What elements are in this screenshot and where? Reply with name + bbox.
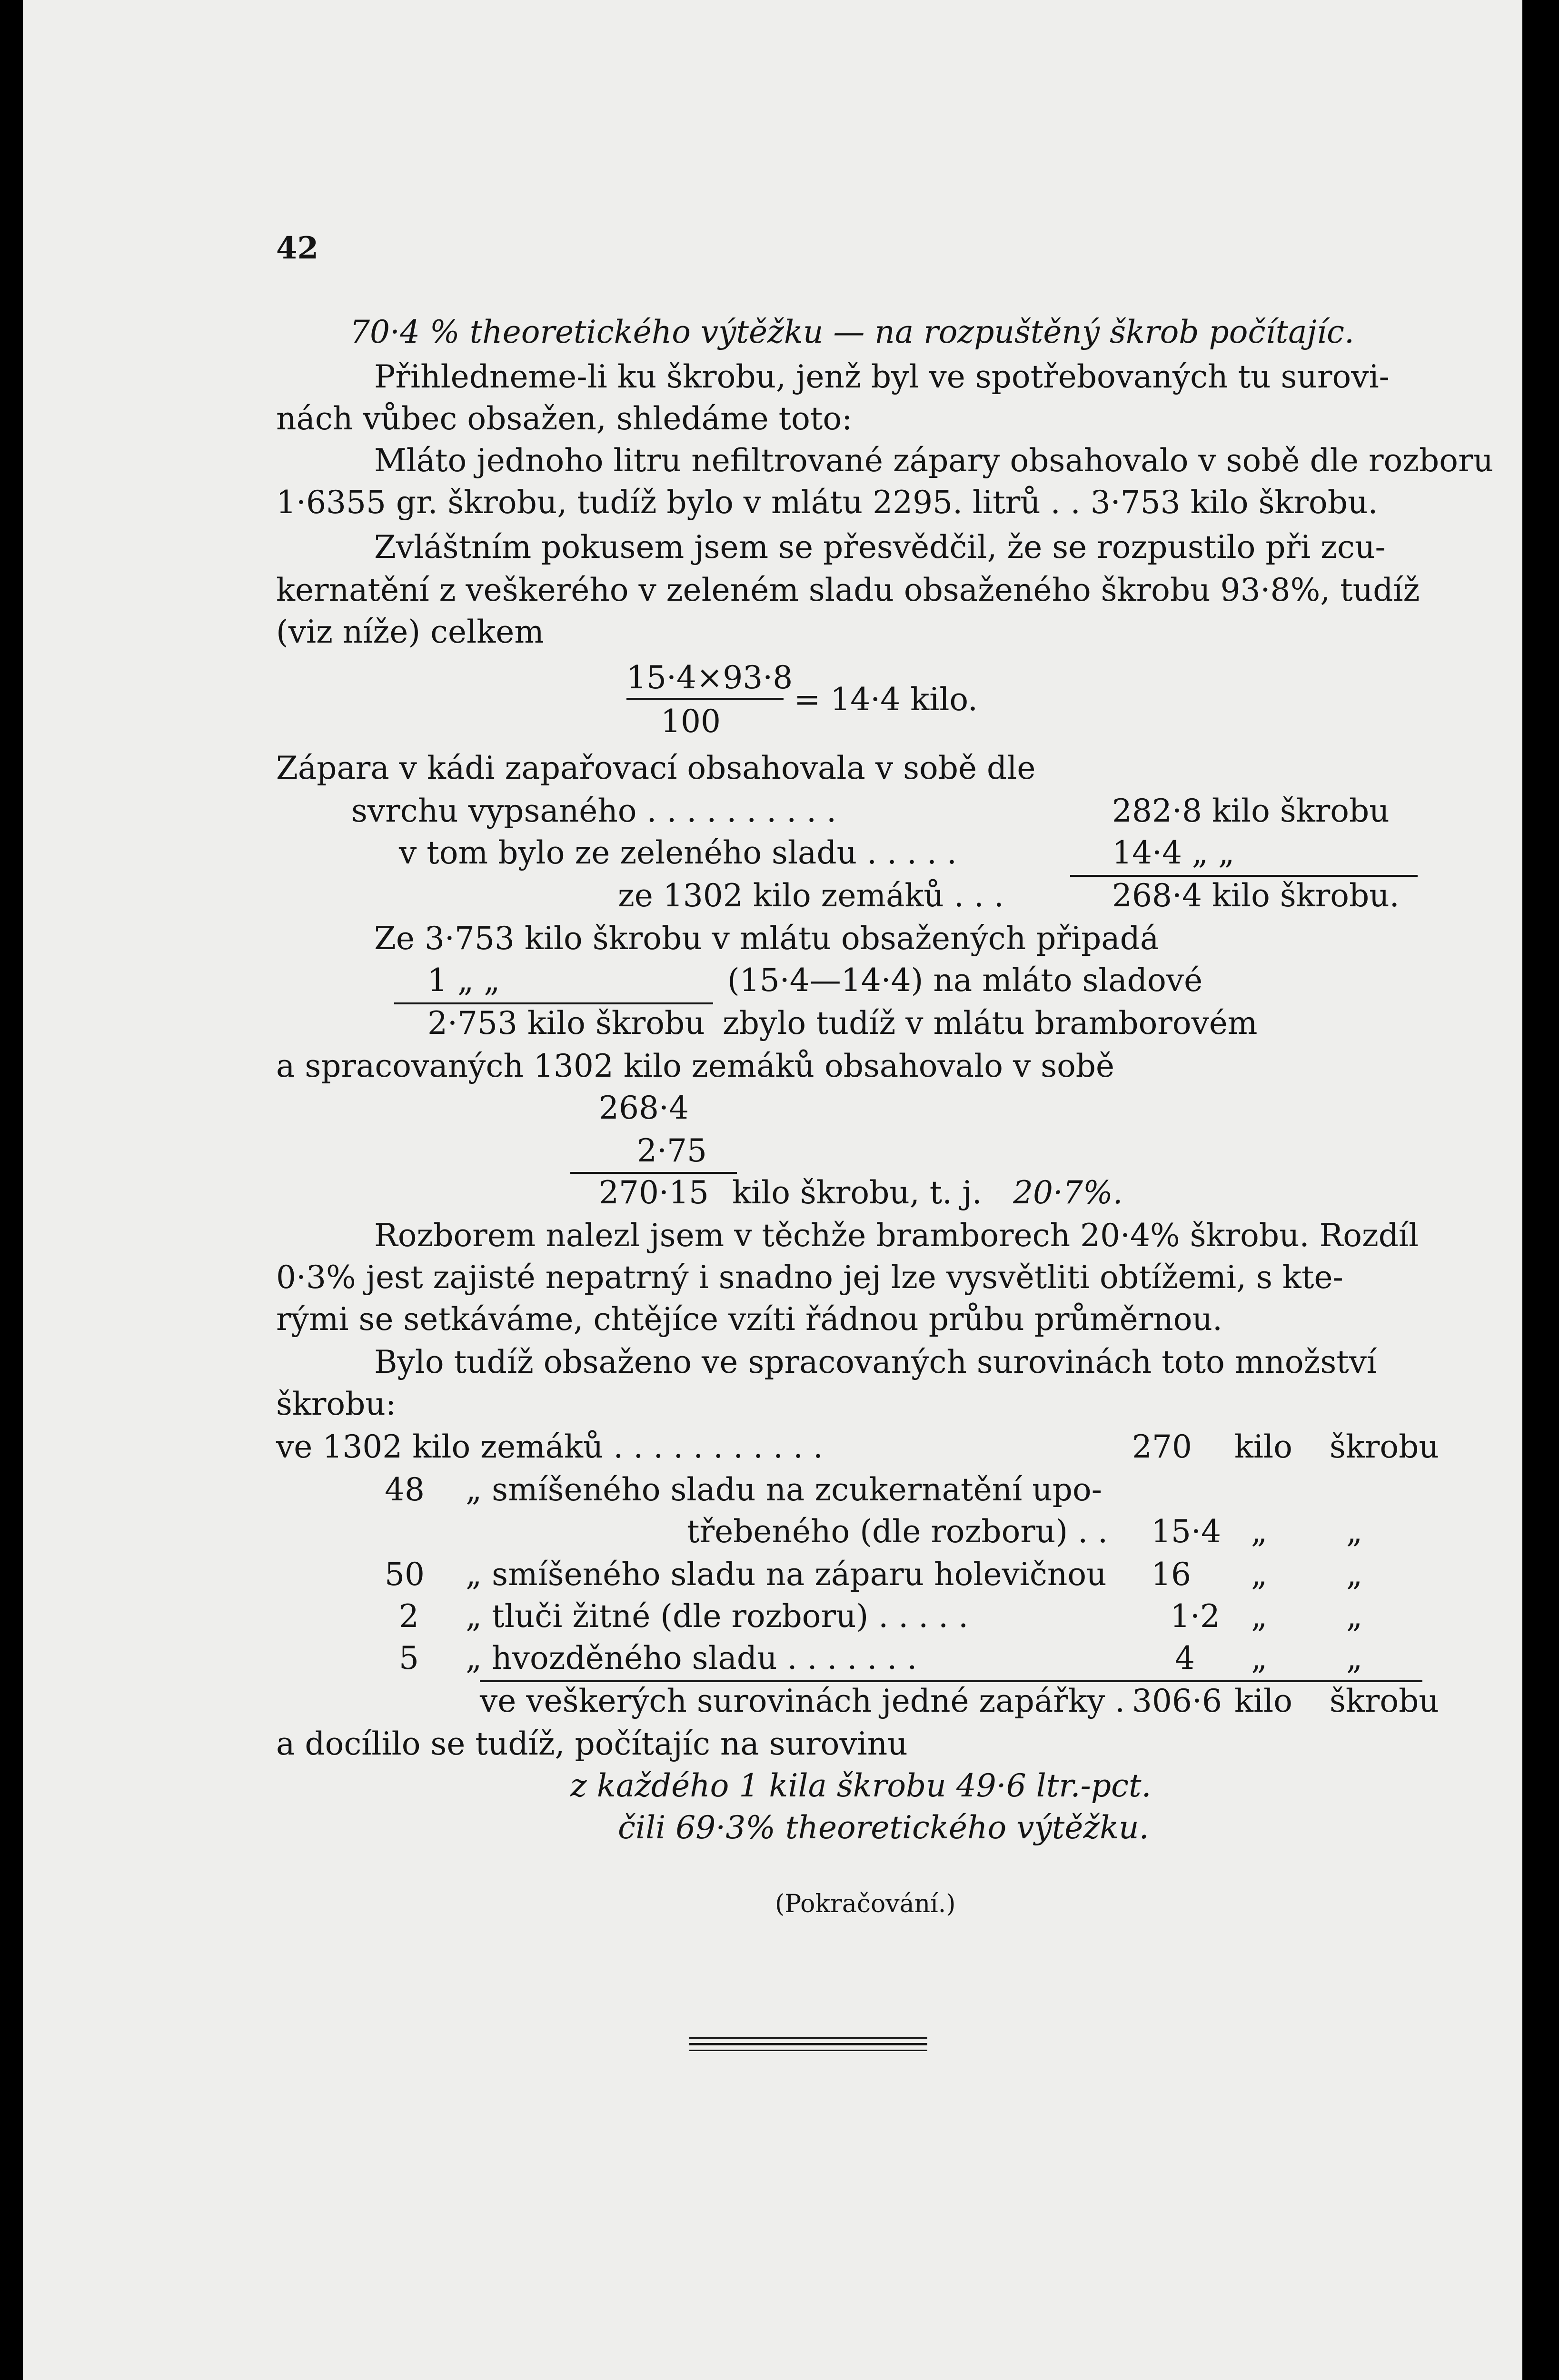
table-total-number: 306·6	[1132, 1683, 1222, 1719]
malto-line-2-right: (15·4—14·4) na mláto sladové	[727, 962, 1203, 999]
table-row-2-ditto-unit: „	[1251, 1513, 1268, 1550]
table-row-4-quantity: 2	[399, 1598, 419, 1635]
malto-line-3-right: zbylo tudíž v mlátu bramborovém	[723, 1005, 1258, 1041]
table-row-1-number: 270	[1132, 1428, 1192, 1465]
table-row-4-number: 1·2	[1170, 1598, 1220, 1635]
table-row-3-text: „ smíšeného sladu na záparu holevičnou	[466, 1556, 1107, 1593]
zapara-row-2-label: v tom bylo ze zeleného sladu . . . . .	[399, 834, 957, 871]
paragraph-4-line-3: rými se setkáváme, chtějíce vzíti řádnou průbu průměrnou.	[276, 1301, 1222, 1338]
malto-line-3-left: 2·753 kilo škrobu	[427, 1005, 705, 1041]
table-row-2-number: 15·4	[1151, 1513, 1221, 1550]
paragraph-4-line-1: Rozborem nalezl jsem v těchže bramborech 20·4% škrobu. Rozdíl	[374, 1217, 1419, 1254]
closing-line-2: z každého 1 kila škrobu 49·6 ltr.-pct.	[570, 1767, 1152, 1804]
table-row-4-ditto-substance: „	[1346, 1598, 1363, 1635]
zapara-intro: Zápara v kádi zapařovací obsahovala v sobě dle	[276, 750, 1036, 786]
table-row-5-ditto-substance: „	[1346, 1640, 1363, 1676]
zapara-row-1-label: svrchu vypsaného . . . . . . . . . .	[351, 793, 837, 829]
zapara-row-2-value: 14·4 „ „	[1112, 834, 1235, 871]
sum-result: 270·15	[599, 1174, 709, 1211]
table-row-2-ditto-substance: „	[1346, 1513, 1363, 1550]
table-row-5-ditto-unit: „	[1251, 1640, 1268, 1676]
table-row-4-ditto-unit: „	[1251, 1598, 1268, 1635]
end-ornament-rule-bottom	[689, 2050, 927, 2051]
closing-line-1: a docílilo se tudíž, počítajíc na surovinu	[276, 1726, 908, 1762]
formula-denominator: 100	[661, 703, 721, 740]
table-row-3-quantity: 50	[385, 1556, 425, 1593]
formula-fraction-bar	[626, 698, 784, 700]
paragraph-5-line-1: Bylo tudíž obsaženo ve spracovaných surovinách toto množství	[374, 1344, 1377, 1380]
malto-line-1: Ze 3·753 kilo škrobu v mlátu obsažených připadá	[374, 920, 1159, 957]
page-number: 42	[276, 230, 319, 266]
zapara-row-3-label: ze 1302 kilo zemáků . . .	[618, 877, 1004, 914]
end-ornament-rule-top	[689, 2037, 927, 2039]
book-page	[23, 0, 1522, 2380]
table-total-unit: kilo	[1234, 1683, 1292, 1719]
table-row-1-label: ve 1302 kilo zemáků . . . . . . . . . . .	[276, 1428, 824, 1465]
table-total-substance: škrobu	[1330, 1683, 1439, 1719]
paragraph-1-line-1: Přihledneme-li ku škrobu, jenž byl ve spotřebovaných tu surovi-	[374, 358, 1390, 395]
table-row-3-number: 16	[1151, 1556, 1191, 1593]
continued-note: (Pokračování.)	[775, 1890, 956, 1918]
sum-addend-a: 268·4	[599, 1090, 689, 1126]
table-row-5-quantity: 5	[399, 1640, 419, 1676]
zapara-row-3-value: 268·4 kilo škrobu.	[1112, 877, 1400, 914]
paragraph-2-line-2: 1·6355 gr. škrobu, tudíž bylo v mlátu 2295. litrů . . 3·753 kilo škrobu.	[276, 484, 1378, 521]
paragraph-3-line-3: (viz níže) celkem	[276, 614, 544, 650]
paragraph-3-line-2: kernatění z veškerého v zeleném sladu obsaženého škrobu 93·8%, tudíž	[276, 572, 1420, 608]
sum-percent: 20·7%.	[1013, 1174, 1123, 1211]
paragraph-2-line-1: Mláto jednoho litru nefiltrované zápary obsahovalo v sobě dle rozboru	[374, 442, 1494, 479]
table-row-3-ditto-substance: „	[1346, 1556, 1363, 1593]
malto-line-4: a spracovaných 1302 kilo zemáků obsahovalo v sobě	[276, 1048, 1115, 1084]
sum-addend-b: 2·75	[637, 1132, 707, 1169]
closing-line-3: čili 69·3% theoretického výtěžku.	[618, 1809, 1149, 1846]
formula-numerator: 15·4×93·8	[626, 659, 793, 696]
paragraph-3-line-1: Zvláštním pokusem jsem se přesvědčil, že se rozpustilo při zcu-	[374, 529, 1386, 565]
table-row-5-number: 4	[1175, 1640, 1195, 1676]
table-row-2-quantity: 48	[385, 1471, 425, 1508]
table-row-2-continuation: třebeného (dle rozboru) . .	[687, 1513, 1108, 1550]
table-row-1-unit: kilo	[1234, 1428, 1292, 1465]
end-ornament-rule-middle	[689, 2043, 927, 2045]
zapara-row-1-value: 282·8 kilo škrobu	[1112, 793, 1390, 829]
table-row-2-text: „ smíšeného sladu na zcukernatění upo-	[466, 1471, 1102, 1508]
paragraph-5-line-2: škrobu:	[276, 1386, 397, 1422]
table-row-4-text: „ tluči žitné (dle rozboru) . . . . .	[466, 1598, 969, 1635]
malto-line-2-left: 1 „ „	[427, 962, 500, 999]
paragraph-4-line-2: 0·3% jest zajisté nepatrný i snadno jej lze vysvětliti obtížemi, s kte-	[276, 1259, 1343, 1296]
table-row-5-text: „ hvozděného sladu . . . . . . .	[466, 1640, 917, 1676]
table-total-text: ve veškerých surovinách jedné zapářky .	[480, 1683, 1125, 1719]
formula-result: = 14·4 kilo.	[794, 681, 978, 718]
table-row-3-ditto-unit: „	[1251, 1556, 1268, 1593]
intro-line: 70·4 % theoretického výtěžku — na rozpuštěný škrob počítajíc.	[350, 314, 1355, 350]
sum-result-text: kilo škrobu, t. j.	[732, 1174, 982, 1211]
table-row-1-substance: škrobu	[1330, 1428, 1439, 1465]
paragraph-1-line-2: nách vůbec obsažen, shledáme toto:	[276, 400, 853, 437]
